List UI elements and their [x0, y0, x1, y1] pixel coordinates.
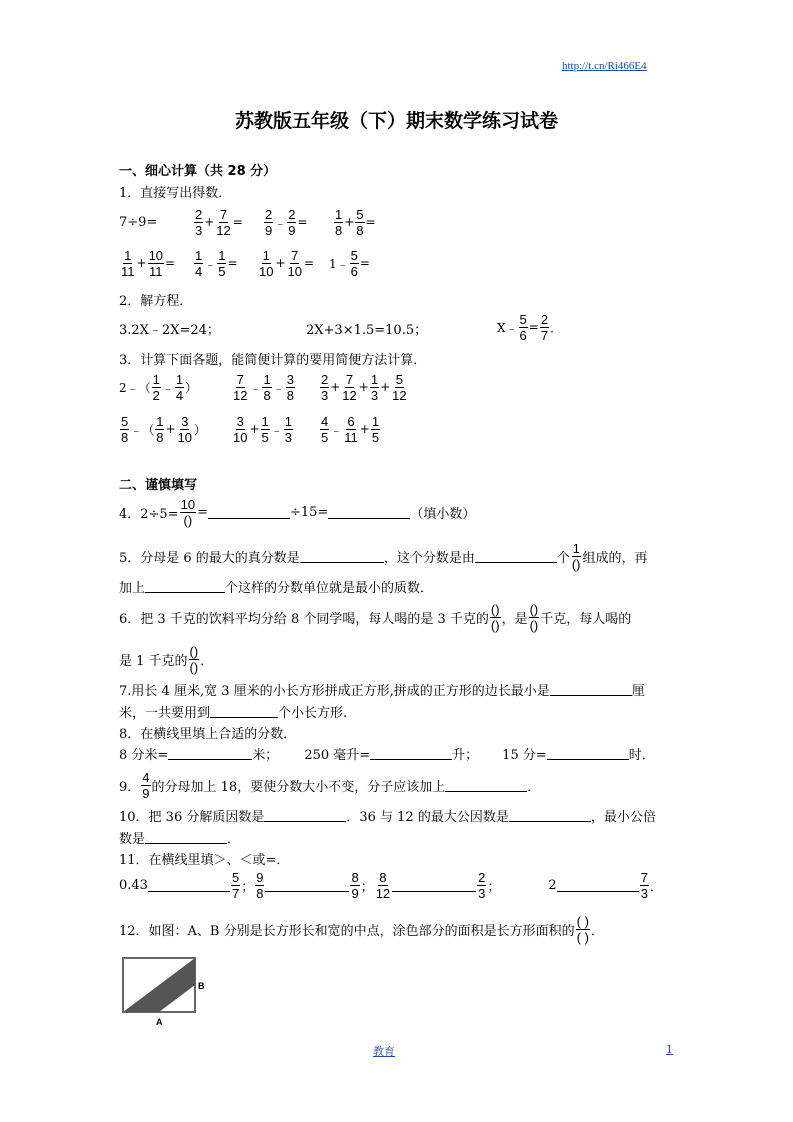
q3-r2b: $\frac{3}{10}$ + $\frac{1}{5}$ ﹣ $\frac{1}{3}$	[233, 413, 293, 445]
q8-row: 8 分米= 米； 250 毫升= 升； 15 分= 时．	[119, 747, 655, 763]
q1-r1-a: 7÷9=	[119, 214, 158, 230]
q5-blank-3[interactable]	[145, 580, 225, 593]
q10-blank-3[interactable]	[145, 831, 227, 844]
q7-blank-1[interactable]	[550, 683, 632, 696]
rectangle-figure	[120, 956, 212, 1030]
q1-r2-a: $\frac{1}{11}$ + $\frac{10}{11}$ =	[121, 247, 176, 279]
q7-blank-2[interactable]	[210, 705, 278, 718]
q10-line2: 数是 ．	[119, 831, 241, 847]
q2-eq1: 3.2X﹣2X=24；	[119, 323, 220, 338]
q10-blank-2[interactable]	[509, 809, 591, 822]
q8-blank-1[interactable]	[168, 747, 252, 760]
section2-heading: 二、谨慎填写	[119, 478, 198, 493]
q3-r1a: 2﹣（ $\frac{1}{2}$ ﹣ $\frac{1}{4}$ ）	[119, 371, 198, 403]
q2-text: 2．解方程．	[119, 294, 193, 309]
q3-text: 3．计算下面各题，能简便计算的要用简便方法计算．	[119, 353, 427, 368]
q10-blank-1[interactable]	[264, 809, 346, 822]
q7-line2: 米，一共要用到 个小长方形.	[119, 705, 348, 721]
q1-row2	[119, 245, 370, 281]
q3-r1b: $\frac{7}{12}$ ﹣ $\frac{1}{8}$ ﹣ $\frac{3}{8}$	[233, 371, 294, 403]
q8-blank-3[interactable]	[547, 747, 629, 760]
q3-r2c: $\frac{4}{5}$ ﹣ $\frac{6}{11}$ + $\frac{1}{5}$	[321, 413, 380, 445]
label-a: A	[156, 1017, 163, 1027]
q1-r1-c: $\frac{2}{9}$ ﹣ $\frac{2}{9}$ =	[265, 206, 308, 238]
q11-blank-1[interactable]	[148, 879, 230, 892]
q3-row1	[119, 369, 409, 405]
header-url-link[interactable]: http://t.cn/Ri466E4	[562, 60, 647, 72]
q11-blank-2[interactable]	[265, 879, 349, 892]
q5-blank-1[interactable]	[300, 550, 384, 563]
q6-line1: 6．把 3 千克的饮料平均分给 8 个同学喝，每人喝的是 3 千克的 $\frac{()}{()}$ ，是 $\frac{()}{()}$ 千克，每人喝的	[119, 601, 632, 633]
page-title: 苏教版五年级（下）期末数学练习试卷	[234, 110, 558, 132]
q11-blank-3[interactable]	[392, 879, 476, 892]
q11-blank-4[interactable]	[557, 879, 639, 892]
q7-line1: 7.用长 4 厘米,宽 3 厘米的小长方形拼成正方形,拼成的正方形的边长最小是 厘	[119, 683, 645, 699]
q9-blank[interactable]	[445, 779, 527, 792]
q11-row: 0.43 $\frac{5}{7}$ ； $\frac{9}{8}$ $\frac{8}{9}$ ； $\frac{8}{12}$ $\frac{2}{3}$ ； 2 $\frac{7}{3}$ ．	[119, 869, 663, 901]
q1-r1-d: $\frac{1}{8}$ + $\frac{5}{8}$ =	[335, 206, 376, 238]
q9: 9． $\frac{4}{9}$ 的分母加上 18，要使分数大小不变，分子应该加上 ．	[119, 769, 541, 801]
q8-blank-2[interactable]	[370, 747, 452, 760]
q2-eq2: 2X+3×1.5=10.5；	[306, 323, 428, 338]
q4: 4．2÷5= $\frac{10}{()}$ = ÷15= （填小数）	[119, 496, 476, 528]
q12: 12．如图：A、B 分别是长方形长和宽的中点，涂色部分的面积是长方形面积的 $\frac{( )}{( )}$ ．	[119, 913, 604, 945]
q1-r1-b: $\frac{2}{3}$ + $\frac{7}{12}$ =	[195, 206, 243, 238]
q1-row1	[119, 204, 376, 240]
q3-r1c: $\frac{2}{3}$ + $\frac{7}{12}$ + $\frac{1}{3}$ + $\frac{5}{12}$	[321, 371, 407, 403]
q5-blank-2[interactable]	[475, 550, 557, 563]
q1-text: 1．直接写出得数．	[119, 186, 232, 201]
q4-blank-2[interactable]	[328, 506, 410, 519]
q4-blank-1[interactable]	[208, 506, 290, 519]
q1-r2-d: 1﹣ $\frac{5}{6}$ =	[329, 247, 370, 279]
section1-heading: 一、细心计算（共 28 分）	[119, 164, 277, 179]
q6-line2: 是 1 千克的 $\frac{()}{()}$ ．	[119, 643, 214, 675]
q5-line1: 5．分母是 6 的最大的真分数是 ，这个分数是由 个 $\frac{1}{()}$ 组成的，再	[119, 540, 648, 572]
footer-link[interactable]: 教育	[373, 1045, 395, 1058]
page-number: 1	[666, 1043, 673, 1056]
q10-line1: 10．把 36 分解质因数是 ．36 与 12 的最大公因数是 ，最小公倍	[119, 809, 656, 825]
q3-r2a: $\frac{5}{8}$ ﹣（ $\frac{1}{8}$ + $\frac{3}{10}$ ）	[121, 413, 207, 445]
q1-r2-c: $\frac{1}{10}$ + $\frac{7}{10}$ =	[259, 247, 315, 279]
label-b: B	[198, 981, 205, 991]
q3-row2	[119, 411, 381, 447]
q11-text: 11．在横线里填＞、＜或=．	[119, 853, 290, 868]
q8-text: 8．在横线里填上合适的分数．	[119, 727, 297, 742]
q5-line2: 加上 个这样的分数单位就是最小的质数．	[119, 580, 434, 596]
q2-eq3: X﹣ $\frac{5}{6}$ = $\frac{2}{7}$ ．	[497, 311, 563, 343]
q1-r2-b: $\frac{1}{4}$ ﹣ $\frac{1}{5}$ =	[195, 247, 238, 279]
